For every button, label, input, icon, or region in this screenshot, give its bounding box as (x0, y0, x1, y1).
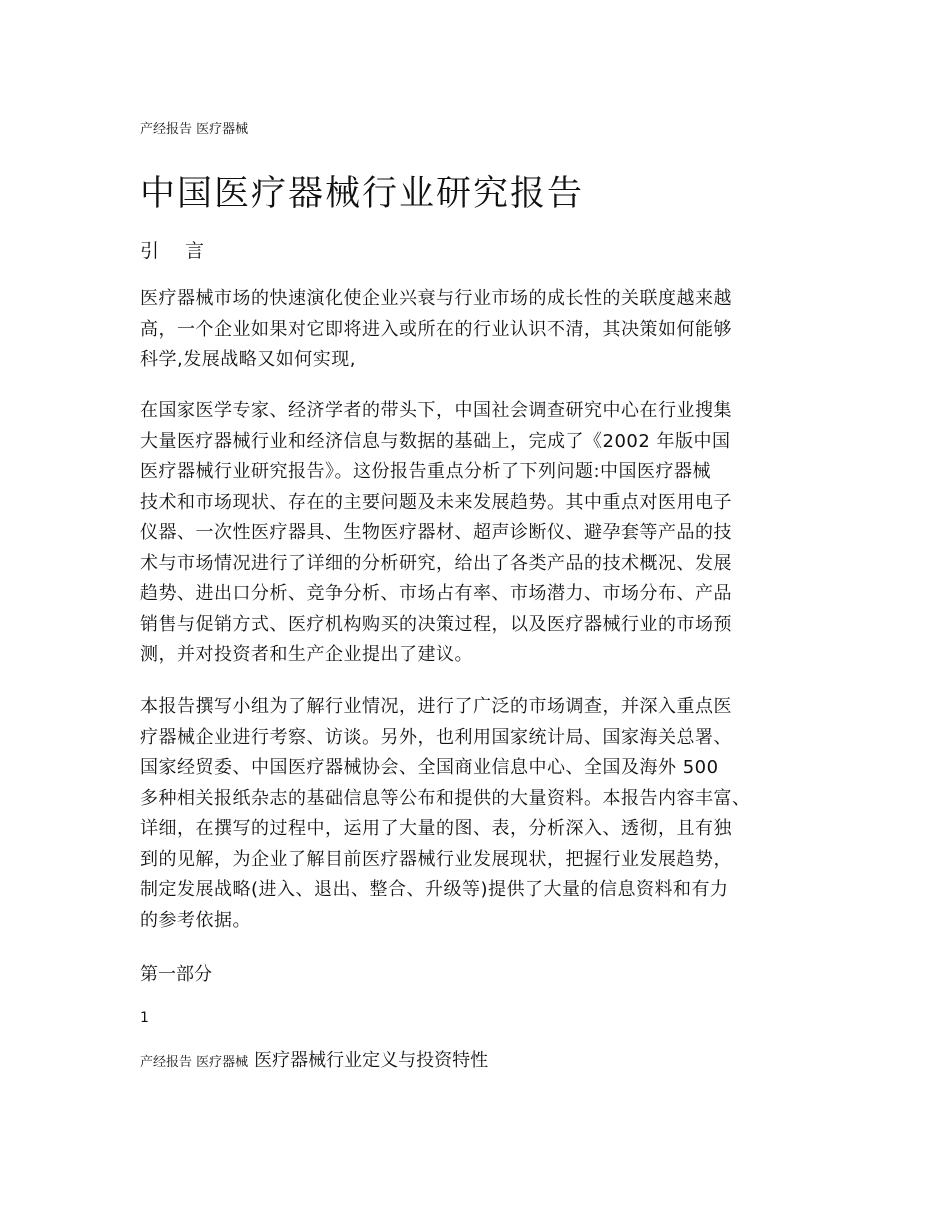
document-title: 中国医疗器械行业研究报告 (140, 174, 585, 214)
paragraph-line: 到的见解，为企业了解目前医疗器械行业发展现状，把握行业发展趋势， (140, 848, 732, 870)
header-breadcrumb: 产经报告 医疗器械 (140, 122, 249, 137)
footer-heading: 医疗器械行业定义与投资特性 (254, 1050, 489, 1071)
paragraph-line: 大量医疗器械行业和经济信息与数据的基础上，完成了《2002 年版中国 (140, 430, 731, 452)
paragraph-line: 术与市场情况进行了详细的分析研究，给出了各类产品的技术概况、发展 (140, 552, 732, 574)
paragraph-line: 国家经贸委、中国医疗器械协会、全国商业信息中心、全国及海外 500 (140, 757, 719, 778)
paragraph-line: 疗器械企业进行考察、访谈。另外，也利用国家统计局、国家海关总署、 (140, 726, 732, 748)
paragraph-line: 详细，在撰写的过程中，运用了大量的图、表，分析深入、透彻，且有独 (140, 818, 732, 839)
footer-breadcrumb: 产经报告 医疗器械 (140, 1055, 249, 1070)
paragraph-line: 仪器、一次性医疗器具、生物医疗器材、超声诊断仪、避孕套等产品的技 (140, 522, 732, 543)
paragraph-3 (140, 692, 830, 936)
paragraph-line: 在国家医学专家、经济学者的带头下，中国社会调查研究中心在行业搜集 (140, 400, 732, 421)
paragraph-line: 销售与促销方式、医疗机构购买的决策过程，以及医疗器械行业的市场预 (140, 613, 732, 635)
paragraph-line: 技术和市场现状、存在的主要问题及未来发展趋势。其中重点对医用电子 (140, 491, 732, 513)
paragraph-line: 的参考依据。 (140, 909, 251, 931)
paragraph-1 (140, 284, 830, 376)
paragraph-line: 科学,发展战略又如何实现, (140, 349, 356, 370)
paragraph-line: 趋势、进出口分析、竞争分析、市场占有率、市场潜力、市场分布、产品 (140, 583, 732, 604)
footer-row (140, 1046, 488, 1072)
intro-heading: 引 言 (140, 240, 215, 262)
paragraph-line: 测，并对投资者和生产企业提出了建议。 (140, 644, 473, 665)
paragraph-line: 医疗器械行业研究报告》。这份报告重点分析了下列问题:中国医疗器械 (140, 461, 712, 482)
paragraph-line: 多种相关报纸杂志的基础信息等公布和提供的大量资料。本报告内容丰富、 (140, 787, 751, 809)
page-number: 1 (140, 1010, 149, 1026)
paragraph-2 (140, 396, 830, 671)
paragraph-line: 制定发展战略(进入、退出、整合、升级等)提供了大量的信息资料和有力 (140, 879, 729, 900)
paragraph-line: 本报告撰写小组为了解行业情况，进行了广泛的市场调查，并深入重点医 (140, 696, 732, 717)
paragraph-line: 医疗器械市场的快速演化使企业兴衰与行业市场的成长性的关联度越来越 (140, 288, 732, 309)
section-label: 第一部分 (140, 964, 212, 985)
paragraph-line: 高，一个企业如果对它即将进入或所在的行业认识不清，其决策如何能够 (140, 318, 732, 340)
